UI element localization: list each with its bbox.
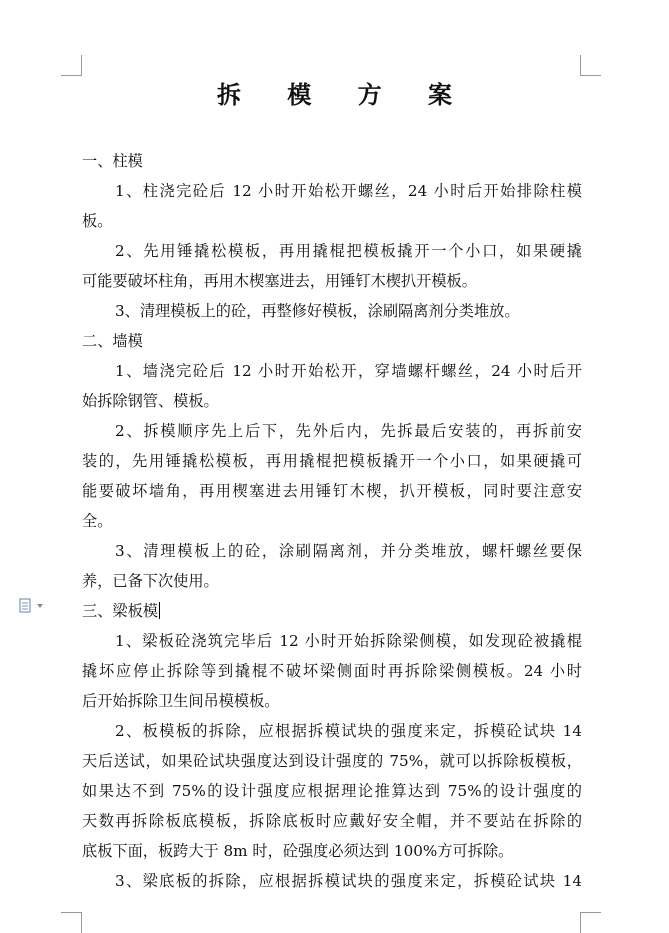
document-line-text: 二、墙模 (82, 332, 143, 350)
document-line (82, 146, 582, 176)
document-line (82, 476, 582, 506)
document-line (82, 266, 582, 296)
document-line-text: 可能要破坏柱角，再用木楔塞进去，用锤钉木楔扒开模板。 (82, 272, 477, 290)
paragraph-options-icon[interactable] (18, 598, 48, 614)
document-body[interactable] (82, 146, 582, 896)
document-line (82, 326, 582, 356)
document-line (82, 296, 582, 326)
margin-corner-top-left (61, 55, 82, 76)
document-line-text: 能要破坏墙角，再用楔塞进去用锤钉木楔，扒开模板，同时要注意安 (82, 482, 582, 500)
document-line-text: 1、柱浇完砼后 12 小时开始松开螺丝，24 小时后开始排除柱模 (115, 182, 582, 200)
document-line (82, 866, 582, 896)
margin-corner-bottom-right (580, 912, 601, 933)
document-line-text: 底板下面，板跨大于 8m 时，砼强度必须达到 100%方可拆除。 (82, 842, 514, 860)
document-line-text: 3、梁底板的拆除，应根据拆模试块的强度来定，拆模砼试块 14 (115, 872, 582, 890)
document-line-text: 三、梁板模 (82, 602, 158, 620)
document-line (82, 656, 582, 686)
margin-corner-bottom-left (61, 912, 82, 933)
document-line (82, 446, 582, 476)
document-line-text: 2、拆模顺序先上后下，先外后内，先拆最后安装的，再拆前安 (115, 422, 582, 440)
document-line (82, 626, 582, 656)
document-line-text: 一、柱模 (82, 152, 143, 170)
document-line-text: 板。 (82, 212, 113, 230)
document-line (82, 386, 582, 416)
document-line-text: 1、梁板砼浇筑完毕后 12 小时开始拆除梁侧模，如发现砼被撬棍 (115, 632, 582, 650)
document-line-text: 天数再拆除板底模板，拆除底板时应戴好安全帽，并不要站在拆除的 (82, 812, 582, 830)
document-line (82, 716, 582, 746)
document-line-text: 如果达不到 75%的设计强度应根据理论推算达到 75%的设计强度的 (82, 782, 582, 800)
document-line (82, 536, 582, 566)
document-line (82, 236, 582, 266)
document-line-text: 养，已备下次使用。 (82, 572, 219, 590)
document-line (82, 776, 582, 806)
text-cursor (159, 602, 160, 619)
document-line-text: 天后送试，如果砼试块强度达到设计强度的 75%，就可以拆除板模板， (82, 752, 582, 770)
document-line-text: 始拆除钢管、模板。 (82, 392, 219, 410)
document-line (82, 746, 582, 776)
document-line (82, 356, 582, 386)
document-line-text: 装的，先用锤撬松模板，再用撬棍把模板撬开一个小口，如果硬撬可 (82, 452, 582, 470)
document-line-text: 2、板模板的拆除，应根据拆模试块的强度来定，拆模砼试块 14 (115, 722, 582, 740)
document-line (82, 806, 582, 836)
document-line (82, 596, 582, 626)
document-line-text: 3、清理模板上的砼，再整修好模板，涂刷隔离剂分类堆放。 (115, 302, 520, 320)
document-line-text: 全。 (82, 512, 113, 530)
document-line-text: 1、墙浇完砼后 12 小时开始松开，穿墙螺杆螺丝，24 小时后开 (115, 362, 582, 380)
document-title: 拆 模 方 案 (216, 80, 472, 109)
document-line (82, 566, 582, 596)
document-line-text: 3、清理模板上的砼，涂刷隔离剂，并分类堆放，螺杆螺丝要保 (115, 542, 582, 560)
document-line-text: 2、先用锤撬松模板，再用撬棍把模板撬开一个小口，如果硬撬 (115, 242, 582, 260)
document-line (82, 176, 582, 206)
document-line (82, 206, 582, 236)
document-line (82, 686, 582, 716)
margin-corner-top-right (580, 55, 601, 76)
document-line (82, 506, 582, 536)
document-line-text: 撬坏应停止拆除等到撬棍不破坏梁侧面时再拆除梁侧模板。24 小时 (82, 662, 582, 680)
document-line (82, 836, 582, 866)
document-line-text: 后开始拆除卫生间吊模模板。 (82, 692, 280, 710)
document-line (82, 416, 582, 446)
